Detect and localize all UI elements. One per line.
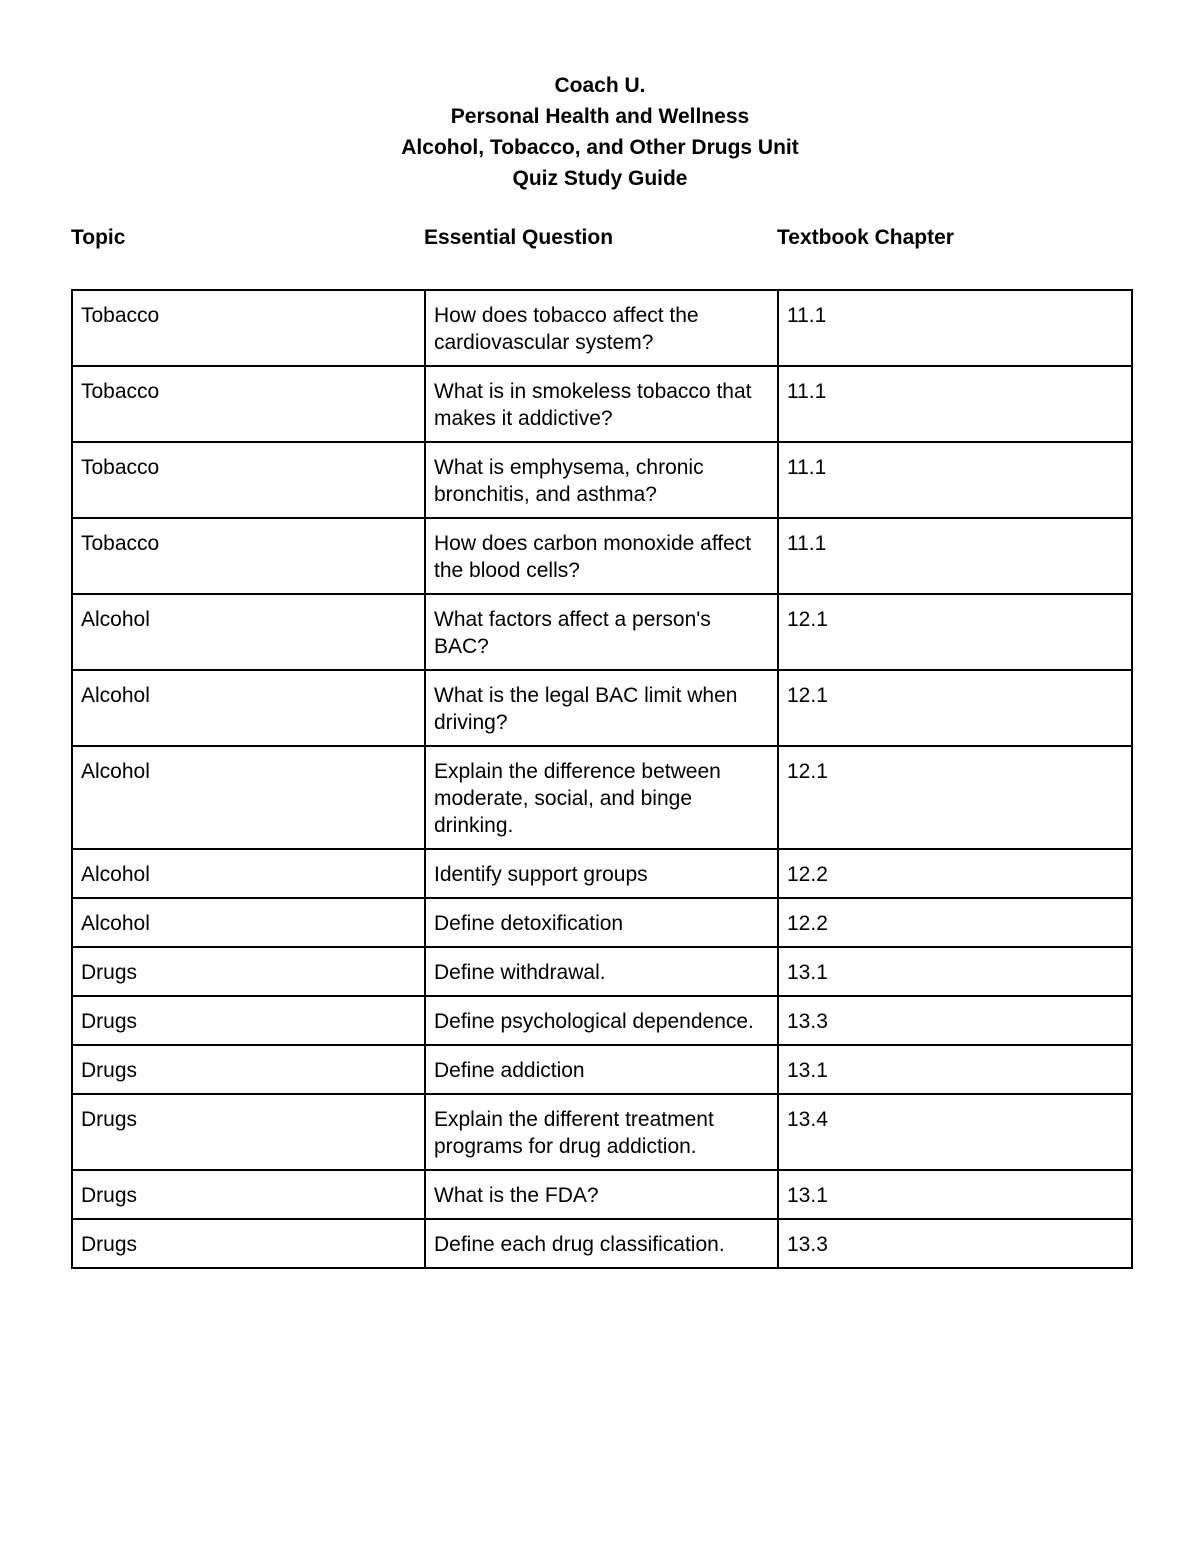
table-row [72, 1045, 1132, 1094]
unit-title: Alcohol, Tobacco, and Other Drugs Unit [401, 136, 799, 159]
topic-cell: Alcohol [72, 849, 425, 898]
question-cell: Define withdrawal. [425, 947, 778, 996]
chapter-cell: 13.1 [778, 947, 1132, 996]
chapter-cell: 12.1 [778, 746, 1132, 849]
chapter-cell: 12.1 [778, 594, 1132, 670]
question-cell: Explain the different treatment programs for drug addiction. [425, 1094, 778, 1170]
table-row [72, 1170, 1132, 1219]
table-row [72, 996, 1132, 1045]
course-title: Personal Health and Wellness [450, 105, 750, 128]
topic-cell: Drugs [72, 1219, 425, 1268]
table-row [72, 746, 1132, 849]
chapter-cell: 11.1 [778, 518, 1132, 594]
topic-cell: Alcohol [72, 594, 425, 670]
topic-cell: Tobacco [72, 442, 425, 518]
chapter-cell: 11.1 [778, 290, 1132, 366]
table-row [72, 518, 1132, 594]
topic-cell: Drugs [72, 1170, 425, 1219]
topic-cell: Alcohol [72, 746, 425, 849]
question-cell: Define addiction [425, 1045, 778, 1094]
chapter-cell: 13.1 [778, 1170, 1132, 1219]
chapter-cell: 12.2 [778, 849, 1132, 898]
question-cell: Define each drug classification. [425, 1219, 778, 1268]
table-row [72, 1094, 1132, 1170]
table-row [72, 898, 1132, 947]
topic-cell: Drugs [72, 947, 425, 996]
question-cell: How does carbon monoxide affect the blood cells? [425, 518, 778, 594]
question-cell: What is emphysema, chronic bronchitis, and asthma? [425, 442, 778, 518]
question-cell: What is the FDA? [425, 1170, 778, 1219]
topic-cell: Drugs [72, 996, 425, 1045]
chapter-cell: 13.3 [778, 1219, 1132, 1268]
question-cell: Define psychological dependence. [425, 996, 778, 1045]
table-row [72, 670, 1132, 746]
chapter-cell: 13.1 [778, 1045, 1132, 1094]
chapter-cell: 11.1 [778, 442, 1132, 518]
topic-cell: Tobacco [72, 518, 425, 594]
question-cell: What factors affect a person's BAC? [425, 594, 778, 670]
chapter-cell: 12.2 [778, 898, 1132, 947]
question-cell: Define detoxification [425, 898, 778, 947]
question-cell: How does tobacco affect the cardiovascular system? [425, 290, 778, 366]
chapter-cell: 13.4 [778, 1094, 1132, 1170]
topic-header: Topic [71, 226, 126, 249]
topic-cell: Tobacco [72, 290, 425, 366]
table-row [72, 290, 1132, 366]
chapter-cell: 11.1 [778, 366, 1132, 442]
table-row [72, 849, 1132, 898]
question-cell: What is the legal BAC limit when driving? [425, 670, 778, 746]
column-headers [71, 226, 1131, 256]
topic-cell: Tobacco [72, 366, 425, 442]
textbook-chapter-header: Textbook Chapter [777, 226, 954, 249]
essential-question-header: Essential Question [424, 226, 614, 249]
coach-name: Coach U. [554, 74, 646, 97]
table-row [72, 1219, 1132, 1268]
study-guide-table [71, 289, 1133, 1269]
chapter-cell: 13.3 [778, 996, 1132, 1045]
table-row [72, 442, 1132, 518]
table-row [72, 366, 1132, 442]
document-header [0, 70, 1200, 194]
question-cell: What is in smokeless tobacco that makes it addictive? [425, 366, 778, 442]
table-row [72, 947, 1132, 996]
topic-cell: Drugs [72, 1094, 425, 1170]
guide-title: Quiz Study Guide [512, 167, 688, 190]
chapter-cell: 12.1 [778, 670, 1132, 746]
question-cell: Identify support groups [425, 849, 778, 898]
table-row [72, 594, 1132, 670]
question-cell: Explain the difference between moderate, social, and binge drinking. [425, 746, 778, 849]
topic-cell: Drugs [72, 1045, 425, 1094]
topic-cell: Alcohol [72, 898, 425, 947]
topic-cell: Alcohol [72, 670, 425, 746]
